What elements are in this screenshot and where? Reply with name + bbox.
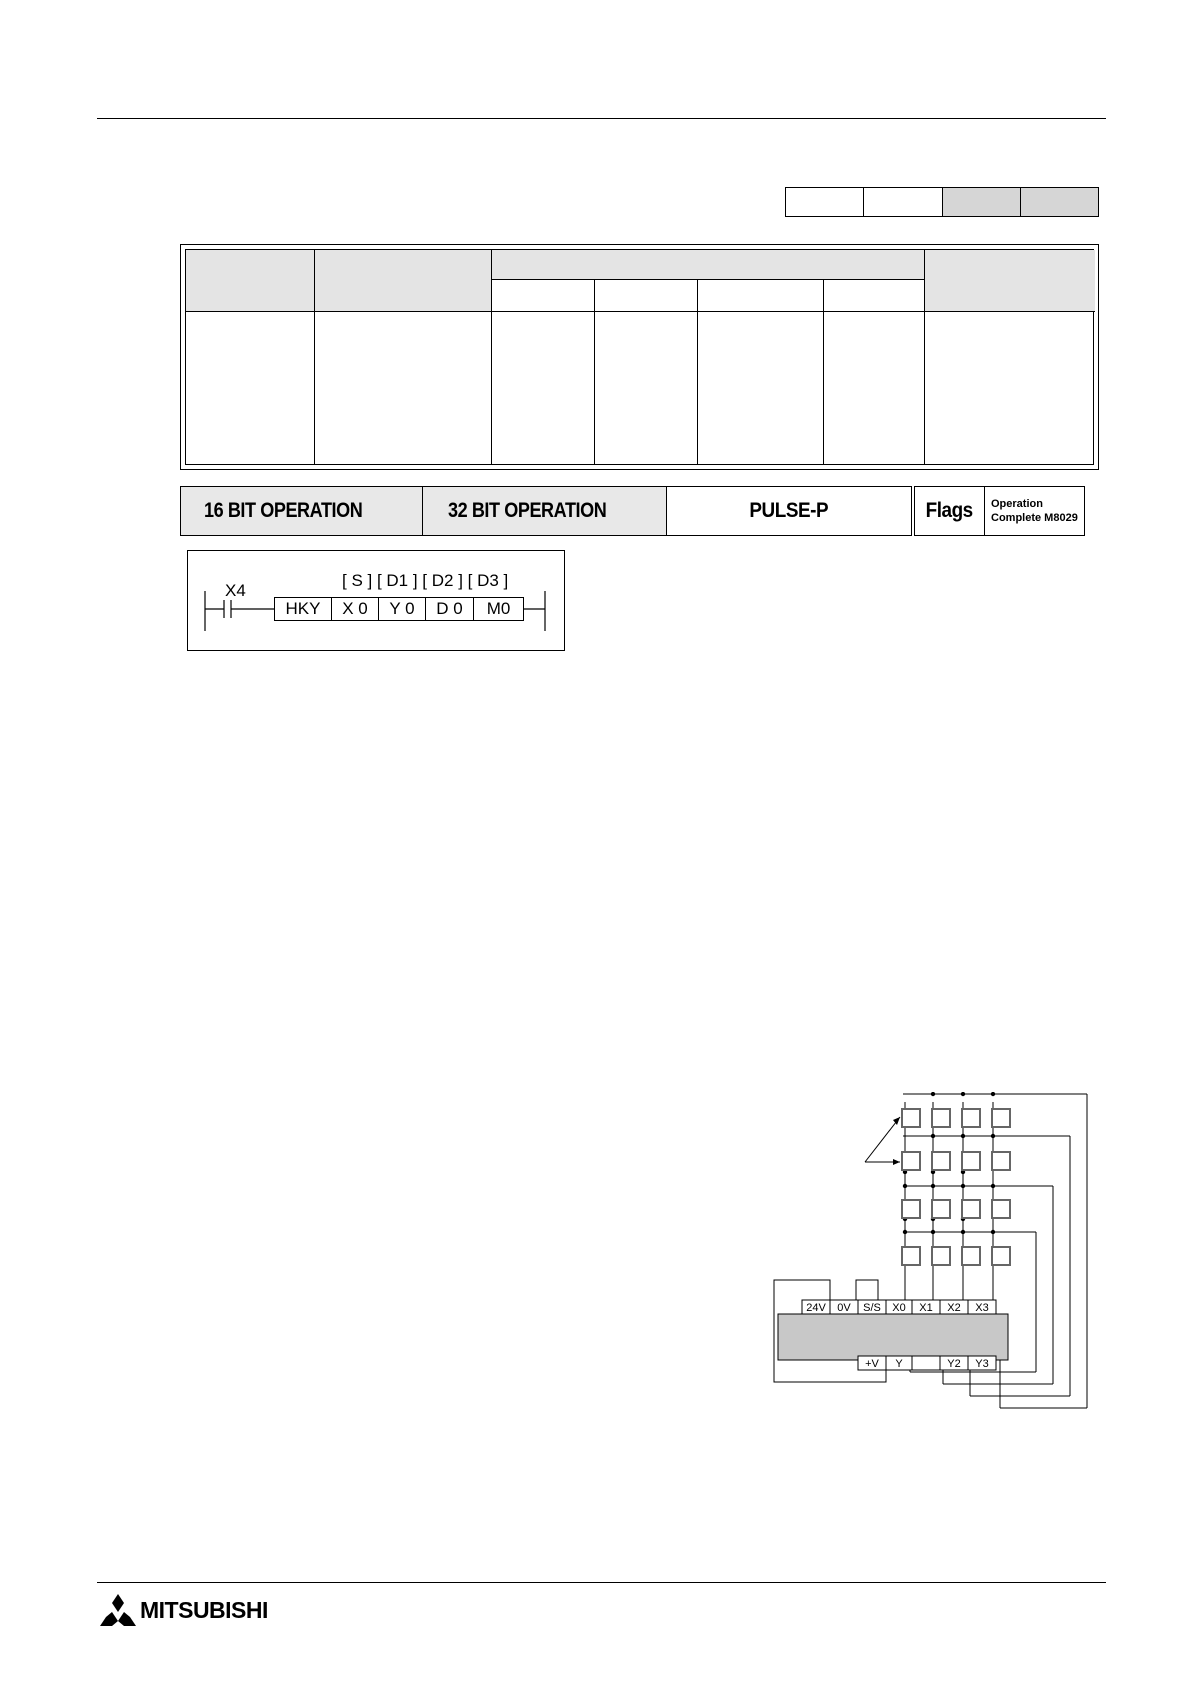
terminal-y3: Y3 — [975, 1358, 989, 1370]
header-cell-mnemonic — [186, 250, 315, 312]
op-32bit-label: 32 BIT OPERATION — [448, 499, 607, 522]
op-flags-note-line2: Complete M8029 — [991, 512, 1078, 524]
header-cell-operands — [492, 250, 925, 280]
ladder-contact-label: X4 — [225, 581, 246, 600]
terminal-plus-v: +V — [865, 1358, 879, 1370]
terminal-x2: X2 — [947, 1302, 961, 1314]
applicability-box-2 — [864, 188, 942, 216]
ladder-example — [187, 550, 565, 651]
ladder-operand-d2: D 0 — [426, 598, 474, 620]
terminal-x0: X0 — [892, 1302, 906, 1314]
applicability-box-4 — [1021, 188, 1098, 216]
terminal-x1: X1 — [919, 1302, 933, 1314]
body-cell-7 — [925, 312, 1095, 464]
operand-table-inner — [185, 249, 1094, 465]
ladder-operand-d1: Y 0 — [379, 598, 426, 620]
subheader-cell-2 — [595, 280, 698, 312]
op-16bit-cell — [180, 486, 423, 536]
ladder-instruction: HKY — [275, 598, 332, 620]
applicability-box-3 — [943, 188, 1021, 216]
terminal-y2: Y2 — [947, 1358, 961, 1370]
brand-name: MITSUBISHI — [140, 1596, 268, 1623]
op-flags-cell — [914, 486, 984, 536]
op-flags-note-line1: Operation — [991, 498, 1043, 510]
header-cell-program-steps — [925, 250, 1095, 312]
footer-rule — [97, 1582, 1106, 1583]
ladder-operand-d3: M0 — [486, 599, 511, 618]
subheader-cell-1 — [492, 280, 595, 312]
body-cell-1 — [186, 312, 315, 464]
mitsubishi-logo — [100, 1594, 268, 1626]
header-rule — [97, 118, 1106, 119]
header-cell-function — [315, 250, 492, 312]
applicability-boxes — [785, 187, 1099, 217]
body-cell-2 — [315, 312, 492, 464]
terminal-x3: X3 — [975, 1302, 989, 1314]
body-cell-5 — [698, 312, 824, 464]
op-16bit-label: 16 BIT OPERATION — [204, 499, 363, 522]
mitsubishi-diamonds-icon — [100, 1594, 136, 1626]
operand-table — [180, 244, 1099, 470]
op-pulse-cell — [666, 486, 912, 536]
op-32bit-cell — [422, 486, 667, 536]
op-pulse-label: PULSE-P — [749, 499, 829, 522]
terminal-y: Y — [895, 1358, 903, 1370]
ladder-instruction-box — [274, 597, 524, 621]
keypad-wiring-diagram — [760, 1092, 1090, 1412]
op-flags-label: Flags — [925, 499, 974, 522]
terminal-24v: 24V — [806, 1302, 826, 1314]
subheader-cell-4 — [824, 280, 925, 312]
plc-body — [778, 1314, 1008, 1360]
body-cell-6 — [824, 312, 925, 464]
body-cell-4 — [595, 312, 698, 464]
applicability-box-1 — [786, 188, 864, 216]
body-cell-3 — [492, 312, 595, 464]
op-flags-note-cell — [984, 486, 1085, 536]
terminal-ss: S/S — [863, 1302, 881, 1314]
subheader-cell-3 — [698, 280, 824, 312]
ladder-operand-s: X 0 — [332, 598, 379, 620]
terminal-0v: 0V — [837, 1302, 851, 1314]
ladder-operand-labels: [ S ] [ D1 ] [ D2 ] [ D3 ] — [342, 571, 509, 590]
